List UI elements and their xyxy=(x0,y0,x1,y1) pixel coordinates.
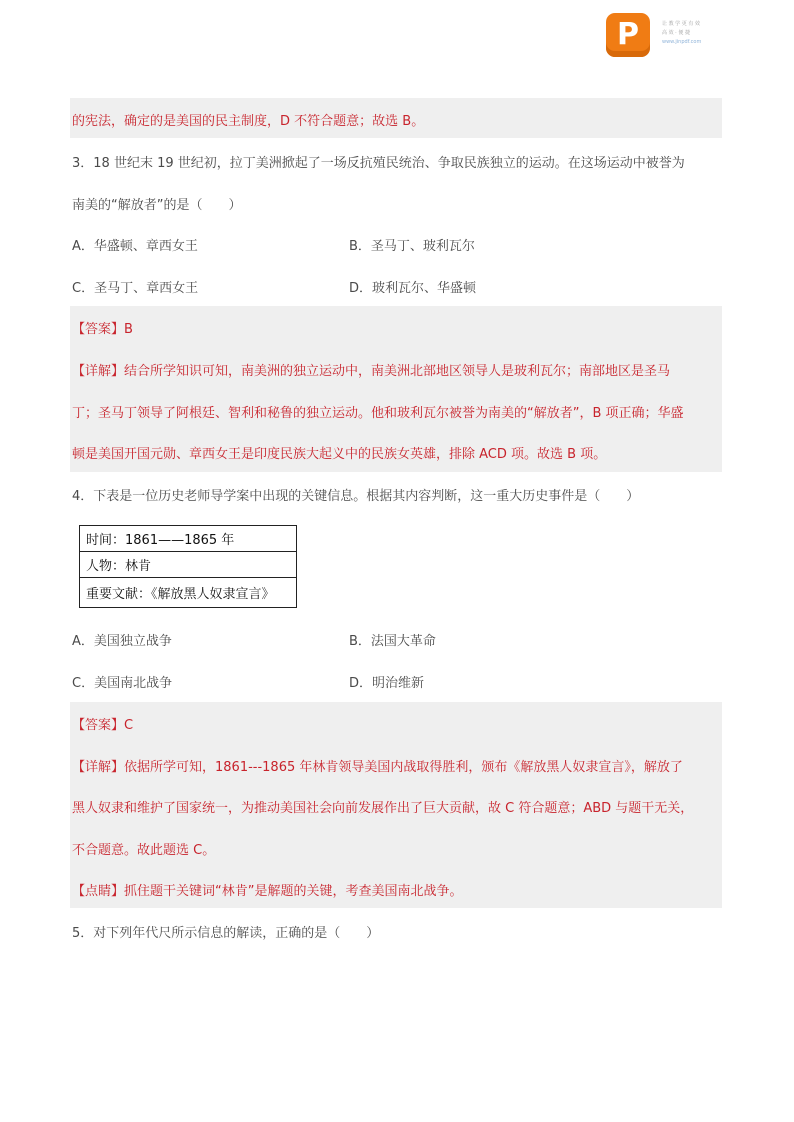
q4-info-table xyxy=(79,525,297,608)
q3-option-a: A．华盛顿、章西女王 xyxy=(72,239,198,254)
table-row xyxy=(80,578,297,608)
prev-detail-text: 的宪法，确定的是美国的民主制度，D 不符合题意；故选 B。 xyxy=(72,114,425,129)
q3-stem-line1: 3．18 世纪末 19 世纪初，拉丁美洲掀起了一场反抗殖民统治、争取民族独立的运动。在这场运动中被誉为 xyxy=(72,156,685,171)
q5-stem: 5．对下列年代尺所示信息的解读，正确的是（ ） xyxy=(72,926,380,941)
q3-detail-line3: 顿是美国开国元勋、章西女王是印度民族大起义中的民族女英雄，排除 ACD 项。故选 B 项。 xyxy=(72,447,607,462)
q4-option-d: D．明治维新 xyxy=(349,676,425,691)
q3-stem-line2: 南美的“解放者”的是（ ） xyxy=(72,198,242,213)
q3-detail-line1: 【详解】结合所学知识可知，南美洲的独立运动中，南美洲北部地区领导人是玻利瓦尔；南部地区是圣马 xyxy=(72,364,671,379)
q3-option-d: D．玻利瓦尔、华盛顿 xyxy=(349,281,477,296)
logo-url: www.jinpdf.com xyxy=(662,39,702,45)
table-row xyxy=(80,552,297,578)
q4-option-b: B．法国大革命 xyxy=(349,634,436,649)
q4-stem: 4．下表是一位历史老师导学案中出现的关键信息。根据其内容判断，这一重大历史事件是（ ） xyxy=(72,489,640,504)
q4-detail-line2: 黑人奴隶和维护了国家统一，为推动美国社会向前发展作出了巨大贡献，故 C 符合题意；ABD 与题干无关， xyxy=(72,801,694,816)
table-row xyxy=(80,526,297,552)
logo-text-line1: 让 教 学 更 有 效 xyxy=(662,21,700,27)
q4-detail-line1: 【详解】依据所学可知，1861---1865 年林肯领导美国内战取得胜利，颁布《解放黑人奴隶宣言》，解放了 xyxy=(72,760,683,775)
q4-detail-line3: 不合题意。故此题选 C。 xyxy=(72,843,216,858)
q4-answer: 【答案】C xyxy=(72,718,134,733)
q4-option-a: A．美国独立战争 xyxy=(72,634,172,649)
q3-option-b: B．圣马丁、玻利瓦尔 xyxy=(349,239,475,254)
q4-option-c: C．美国南北战争 xyxy=(72,676,173,691)
q4-table-person: 人物：林肯 xyxy=(80,552,297,578)
logo-tagline xyxy=(662,20,772,47)
logo-glyph: P xyxy=(617,17,639,52)
q3-option-c: C．圣马丁、章西女王 xyxy=(72,281,199,296)
logo-text-line2: 高 效 · 便 捷 xyxy=(662,30,690,36)
q3-answer: 【答案】B xyxy=(72,322,133,337)
q3-detail-line2: 丁；圣马丁领导了阿根廷、智利和秘鲁的独立运动。他和玻利瓦尔被誉为南美的“解放者”，B 项正确；华盛 xyxy=(72,406,684,421)
q4-table-document: 重要文献：《解放黑人奴隶宣言》 xyxy=(80,578,297,608)
q4-table-time: 时间：1861——1865 年 xyxy=(80,526,297,552)
q4-pointer: 【点睛】抓住题干关键词“林肯”是解题的关键，考查美国南北战争。 xyxy=(72,884,463,899)
site-logo xyxy=(606,13,650,57)
